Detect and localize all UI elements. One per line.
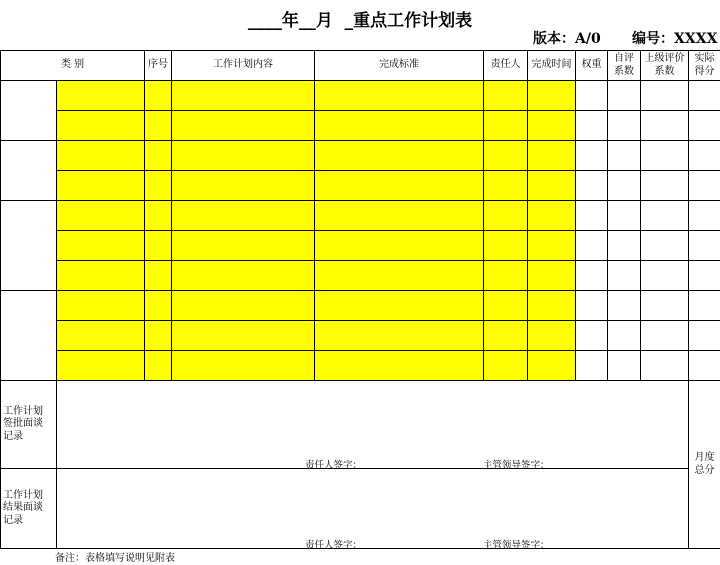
approval-record-row (1, 381, 720, 469)
self-eval-cell[interactable] (608, 261, 641, 291)
weight-cell[interactable] (576, 111, 608, 141)
weight-cell[interactable] (576, 261, 608, 291)
content-cell[interactable] (172, 291, 315, 321)
table-row (1, 201, 720, 231)
code-label: 编号：XXXX (632, 31, 718, 47)
monthly-total-cell[interactable]: 月度 总分 (689, 381, 720, 549)
supervisor-eval-cell[interactable] (641, 291, 689, 321)
category-cell[interactable] (1, 201, 57, 291)
content-cell[interactable] (172, 351, 315, 381)
approval-record-label: 工作计划 签批面谈 记录 (1, 381, 57, 469)
supervisor-eval-cell[interactable] (641, 171, 689, 201)
header-row (1, 51, 720, 81)
standard-cell[interactable] (315, 261, 484, 291)
subcategory-cell[interactable] (57, 321, 145, 351)
table-row (1, 321, 720, 351)
table-row (1, 111, 720, 141)
header-category: 类 别 (1, 51, 145, 81)
self-eval-cell[interactable] (608, 351, 641, 381)
standard-cell[interactable] (315, 231, 484, 261)
weight-cell[interactable] (576, 141, 608, 171)
table-row (1, 231, 720, 261)
result-record-label: 工作计划 结果面谈 记录 (1, 469, 57, 549)
standard-cell[interactable] (315, 351, 484, 381)
weight-cell[interactable] (576, 231, 608, 261)
owner-cell[interactable] (484, 261, 528, 291)
self-eval-cell[interactable] (608, 231, 641, 261)
actual-score-cell[interactable] (689, 321, 720, 351)
owner-cell[interactable] (484, 141, 528, 171)
table-row (1, 351, 720, 381)
standard-cell[interactable] (315, 291, 484, 321)
actual-score-cell[interactable] (689, 231, 720, 261)
standard-cell[interactable] (315, 111, 484, 141)
seq-cell[interactable] (145, 231, 172, 261)
deadline-cell[interactable] (528, 261, 576, 291)
actual-score-cell[interactable] (689, 111, 720, 141)
supervisor-eval-cell[interactable] (641, 321, 689, 351)
subcategory-cell[interactable] (57, 141, 145, 171)
self-eval-cell[interactable] (608, 291, 641, 321)
owner-cell[interactable] (484, 171, 528, 201)
seq-cell[interactable] (145, 351, 172, 381)
subcategory-cell[interactable] (57, 261, 145, 291)
weight-cell[interactable] (576, 321, 608, 351)
weight-cell[interactable] (576, 351, 608, 381)
owner-signature-label: 责任人签字： (305, 540, 363, 551)
result-record-area[interactable] (57, 469, 689, 549)
standard-cell[interactable] (315, 81, 484, 111)
supervisor-signature-label: 主管领导签字： (483, 460, 550, 471)
seq-cell[interactable] (145, 81, 172, 111)
supervisor-eval-cell[interactable] (641, 261, 689, 291)
weight-cell[interactable] (576, 201, 608, 231)
version-label: 版本：A/0 (533, 31, 601, 47)
supervisor-eval-cell[interactable] (641, 351, 689, 381)
header-owner: 责任人 (484, 51, 528, 81)
owner-cell[interactable] (484, 351, 528, 381)
owner-cell[interactable] (484, 201, 528, 231)
plan-table (0, 50, 720, 549)
subcategory-cell[interactable] (57, 291, 145, 321)
actual-score-cell[interactable] (689, 291, 720, 321)
subcategory-cell[interactable] (57, 111, 145, 141)
header-deadline: 完成时间 (528, 51, 576, 81)
self-eval-cell[interactable] (608, 111, 641, 141)
seq-cell[interactable] (145, 321, 172, 351)
seq-cell[interactable] (145, 171, 172, 201)
header-content: 工作计划内容 (172, 51, 315, 81)
deadline-cell[interactable] (528, 141, 576, 171)
deadline-cell[interactable] (528, 291, 576, 321)
weight-cell[interactable] (576, 81, 608, 111)
standard-cell[interactable] (315, 171, 484, 201)
content-cell[interactable] (172, 231, 315, 261)
approval-record-area[interactable] (57, 381, 689, 469)
standard-cell[interactable] (315, 201, 484, 231)
content-cell[interactable] (172, 261, 315, 291)
content-cell[interactable] (172, 111, 315, 141)
content-cell[interactable] (172, 171, 315, 201)
deadline-cell[interactable] (528, 201, 576, 231)
content-cell[interactable] (172, 321, 315, 351)
weight-cell[interactable] (576, 171, 608, 201)
deadline-cell[interactable] (528, 81, 576, 111)
seq-cell[interactable] (145, 111, 172, 141)
seq-cell[interactable] (145, 201, 172, 231)
weight-cell[interactable] (576, 291, 608, 321)
seq-cell[interactable] (145, 261, 172, 291)
owner-cell[interactable] (484, 321, 528, 351)
content-cell[interactable] (172, 141, 315, 171)
subcategory-cell[interactable] (57, 351, 145, 381)
header-standard: 完成标准 (315, 51, 484, 81)
header-seq: 序号 (145, 51, 172, 81)
table-row (1, 141, 720, 171)
standard-cell[interactable] (315, 321, 484, 351)
table-row (1, 261, 720, 291)
owner-cell[interactable] (484, 231, 528, 261)
table-row (1, 81, 720, 111)
self-eval-cell[interactable] (608, 81, 641, 111)
self-eval-cell[interactable] (608, 171, 641, 201)
supervisor-eval-cell[interactable] (641, 81, 689, 111)
actual-score-cell[interactable] (689, 261, 720, 291)
deadline-cell[interactable] (528, 321, 576, 351)
self-eval-cell[interactable] (608, 141, 641, 171)
standard-cell[interactable] (315, 141, 484, 171)
subcategory-cell[interactable] (57, 201, 145, 231)
owner-cell[interactable] (484, 81, 528, 111)
header-supervisor-eval: 上级评价 系数 (641, 51, 689, 81)
table-row (1, 291, 720, 321)
header-actual-score: 实际 得分 (689, 51, 720, 81)
category-cell[interactable] (1, 141, 57, 201)
actual-score-cell[interactable] (689, 351, 720, 381)
header-weight: 权重 (576, 51, 608, 81)
self-eval-cell[interactable] (608, 321, 641, 351)
subcategory-cell[interactable] (57, 171, 145, 201)
category-cell[interactable] (1, 291, 57, 381)
subcategory-cell[interactable] (57, 231, 145, 261)
table-row (1, 171, 720, 201)
deadline-cell[interactable] (528, 231, 576, 261)
actual-score-cell[interactable] (689, 141, 720, 171)
supervisor-eval-cell[interactable] (641, 141, 689, 171)
page-title: ____年__月 _重点工作计划表 (247, 11, 473, 31)
self-eval-cell[interactable] (608, 201, 641, 231)
footnote: 备注：表格填写说明见附表 (55, 553, 175, 564)
header-self-eval: 自评 系数 (608, 51, 641, 81)
actual-score-cell[interactable] (689, 201, 720, 231)
seq-cell[interactable] (145, 291, 172, 321)
supervisor-eval-cell[interactable] (641, 111, 689, 141)
supervisor-eval-cell[interactable] (641, 231, 689, 261)
supervisor-signature-label: 主管领导签字： (483, 540, 550, 551)
actual-score-cell[interactable] (689, 81, 720, 111)
owner-cell[interactable] (484, 111, 528, 141)
content-cell[interactable] (172, 81, 315, 111)
actual-score-cell[interactable] (689, 171, 720, 201)
owner-signature-label: 责任人签字： (305, 460, 363, 471)
seq-cell[interactable] (145, 141, 172, 171)
category-cell[interactable] (1, 81, 57, 141)
content-cell[interactable] (172, 201, 315, 231)
deadline-cell[interactable] (528, 351, 576, 381)
supervisor-eval-cell[interactable] (641, 201, 689, 231)
deadline-cell[interactable] (528, 171, 576, 201)
deadline-cell[interactable] (528, 111, 576, 141)
subcategory-cell[interactable] (57, 81, 145, 111)
owner-cell[interactable] (484, 291, 528, 321)
